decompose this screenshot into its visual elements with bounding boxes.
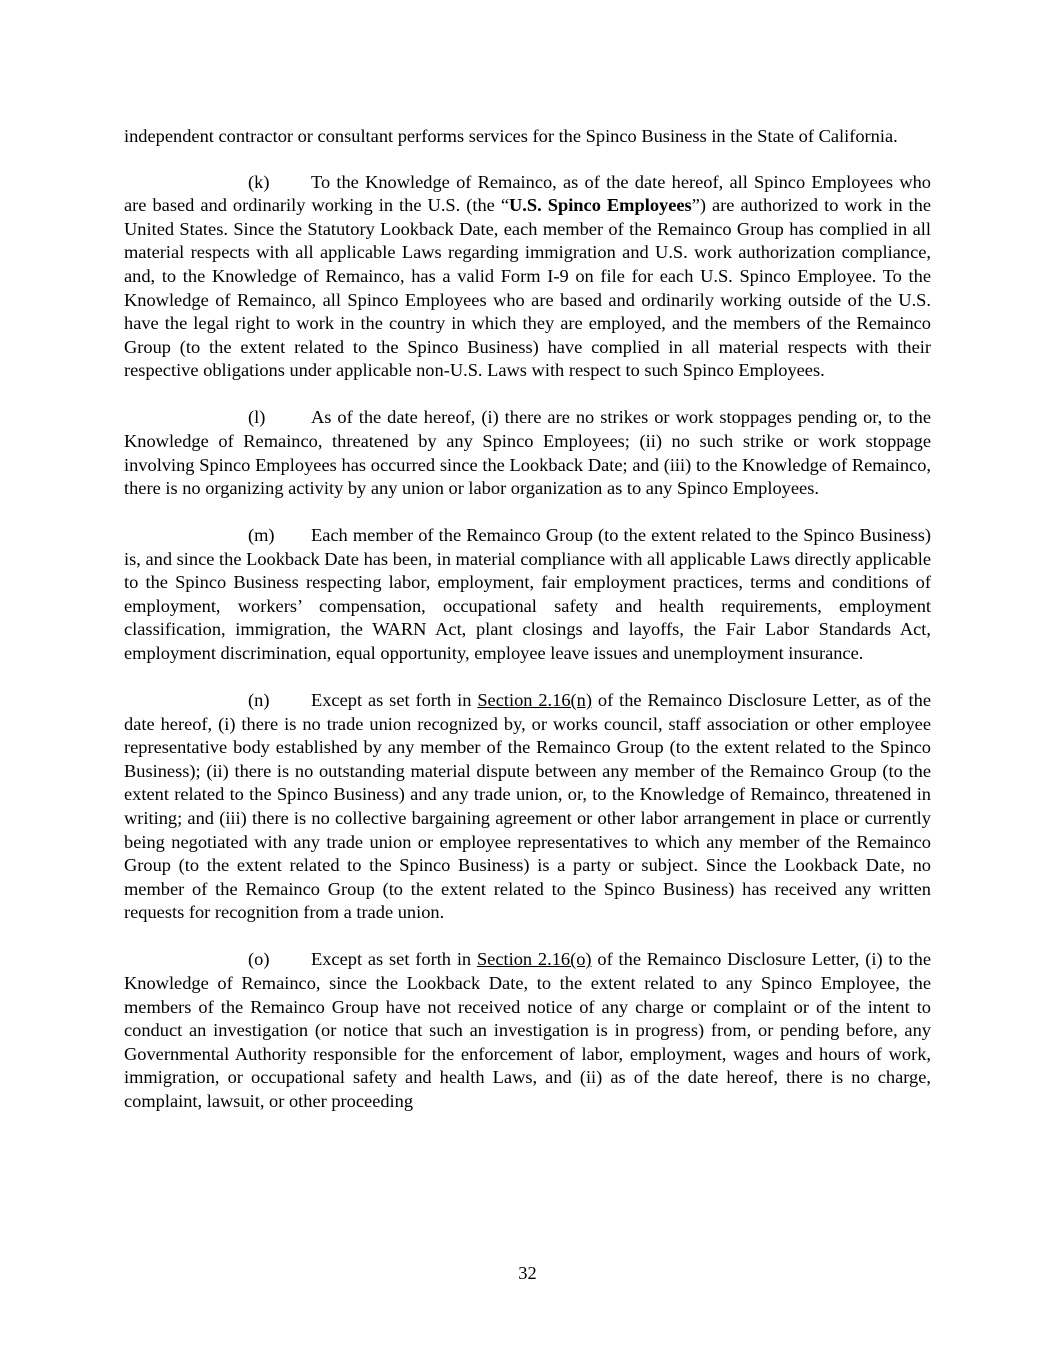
- paragraph-o: [124, 948, 931, 1113]
- paragraph-n-text-2: of the Remainco Disclosure Letter, as of the date hereof, (i) there is no trade union recognized by, or works council, staff association or other employee representative body established by any member of the Remainco Group (to the extent related to the Spinco Business); (ii) there is no outstanding material dispute between any member of the Remainco Group (to the extent related to the Spinco Business) and any trade union, or, to the Knowledge of Remainco, threatened in writing; and (iii) there is no collective bargaining agreement or other labor arrangement in place or currently being negotiated with any trade union or employee representatives to which any member of the Remainco Group (to the extent related to the Spinco Business) is a party or subject. Since the Lookback Date, no member of the Remainco Group (to the extent related to the Spinco Business) has received any written requests for recognition from a trade union.: [124, 690, 931, 923]
- paragraph-o-label: (o): [248, 949, 270, 970]
- defined-term-us-spinco-employees: U.S. Spinco Employees: [509, 195, 692, 216]
- paragraph-k: [124, 171, 931, 383]
- page-number: 32: [518, 1263, 537, 1283]
- paragraph-n-text-1: Except as set forth in: [311, 690, 478, 711]
- paragraph-n-label: (n): [248, 690, 270, 711]
- paragraph-k-label: (k): [248, 171, 270, 192]
- paragraph-o-text-1: Except as set forth in: [311, 949, 477, 970]
- paragraph-n: [124, 689, 931, 925]
- paragraph-m: [124, 524, 931, 666]
- paragraph-k-text-1: To the Knowledge of Remainco, as of the date hereof, all Spinco Employees who are based and ordinarily working in the U.S. (the “: [124, 171, 931, 216]
- paragraph-m-text: Each member of the Remainco Group (to the extent related to the Spinco Business) is, and since the Lookback Date has been, in material compliance with all applicable Laws directly applicable to the Spinco Business respecting labor, employment, fair employment practices, terms and conditions of employment, workers’ compensation, occupational safety and health requirements, employment classification, immigration, the WARN Act, plant closings and layoffs, the Fair Labor Standards Act, employment discrimination, equal opportunity, employee leave issues and unemployment insurance.: [124, 525, 931, 664]
- paragraph-l-label: (l): [248, 407, 266, 428]
- paragraph-l: [124, 406, 931, 500]
- intro-text: independent contractor or consultant performs services for the Spinco Business in the State of California.: [124, 126, 898, 146]
- document-body: [124, 125, 931, 1137]
- paragraph-k-text-2: ”) are authorized to work in the United States. Since the Statutory Lookback Date, each member of the Remainco Group has complied in all material respects with all applicable Laws regarding immigration and U.S. work authorization compliance, and, to the Knowledge of Remainco, has a valid Form I-9 on file for each U.S. Spinco Employee. To the Knowledge of Remainco, all Spinco Employees who are based and ordinarily working outside of the U.S. have the legal right to work in the country in which they are employed, and the members of the Remainco Group (to the extent related to the Spinco Business) have complied in all material respects with their respective obligations under applicable non-U.S. Laws with respect to such Spinco Employees.: [124, 195, 932, 381]
- section-2-16-n-link[interactable]: Section 2.16(n): [477, 690, 592, 711]
- paragraph-o-text-2: of the Remainco Disclosure Letter, (i) to the Knowledge of Remainco, since the Lookback Date, to the extent related to any Spinco Employee, the members of the Remainco Group have not received notice of any charge or complaint or of the intent to conduct an investigation (or notice that such an investigation is in progress) from, or pending before, any Governmental Authority responsible for the enforcement of labor, employment, wages and hours of work, immigration, or occupational safety and health Laws, and (ii) as of the date hereof, there is no charge, complaint, lawsuit, or other proceeding: [124, 949, 931, 1111]
- intro-paragraph: [124, 125, 931, 149]
- paragraph-m-label: (m): [248, 525, 275, 546]
- section-2-16-o-link[interactable]: Section 2.16(o): [476, 949, 592, 970]
- paragraph-l-text: As of the date hereof, (i) there are no strikes or work stoppages pending or, to the Knowledge of Remainco, threatened by any Spinco Employees; (ii) no such strike or work stoppage involving Spinco Employees has occurred since the Lookback Date; and (iii) to the Knowledge of Remainco, there is no organizing activity by any union or labor organization as to any Spinco Employees.: [124, 407, 931, 499]
